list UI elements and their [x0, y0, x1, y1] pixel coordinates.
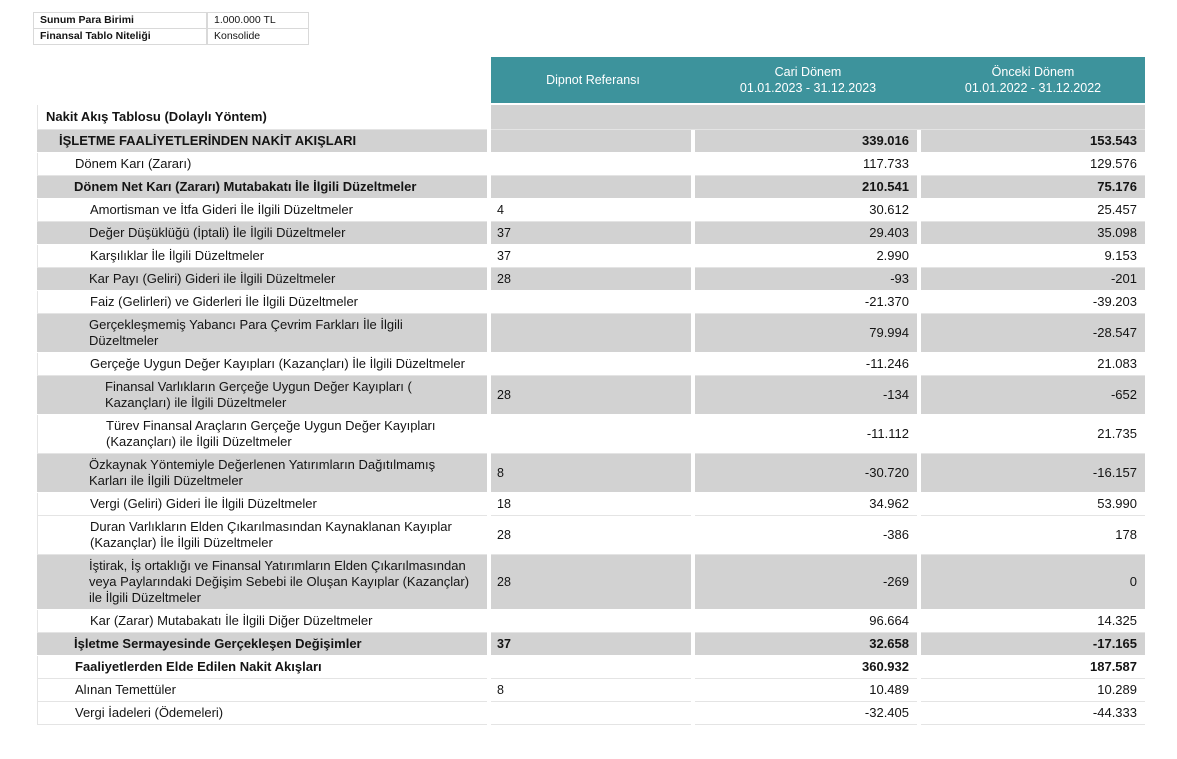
- row-label: [37, 199, 487, 221]
- onceki-value-cell: [921, 199, 1145, 221]
- table-row: [37, 245, 1145, 267]
- onceki-value-cell-text: 9.153: [1104, 248, 1137, 263]
- info-row-statement-type: [33, 29, 309, 45]
- row-label: [37, 702, 487, 724]
- header-onceki-period: 01.01.2022 - 31.12.2022: [964, 81, 1102, 95]
- row-label: [37, 291, 487, 313]
- dipnot-cell: [491, 222, 691, 244]
- cari-value-cell-text: -269: [882, 574, 909, 589]
- onceki-value-cell: [921, 245, 1145, 267]
- onceki-value-cell-text: -652: [1110, 387, 1137, 402]
- dipnot-cell-text: 37: [497, 249, 511, 263]
- onceki-value-cell-text: -17.165: [1092, 636, 1137, 651]
- table-header: [37, 57, 1145, 103]
- onceki-value-cell: [921, 702, 1145, 724]
- cari-value-cell: [695, 199, 917, 221]
- dipnot-cell: [491, 268, 691, 290]
- row-label-text: Vergi İadeleri (Ödemeleri): [75, 705, 224, 720]
- onceki-value-cell: [921, 176, 1145, 198]
- row-label-text: Amortisman ve İtfa Gideri İle İlgili Düzeltmeler: [90, 202, 353, 217]
- cari-value-cell: [695, 176, 917, 198]
- table-row: [37, 314, 1145, 352]
- onceki-value-cell: [921, 153, 1145, 175]
- onceki-value-cell: [921, 376, 1145, 414]
- dipnot-cell-text: 37: [497, 226, 511, 240]
- header-dipnot-label: Dipnot Referansı: [546, 73, 640, 87]
- row-label-text: Duran Varlıkların Elden Çıkarılmasından Kaynaklanan Kayıplar (Kazançlar) İle İlgili Düzeltmeler: [90, 519, 452, 550]
- row-label-text: Özkaynak Yöntemiyle Değerlenen Yatırımların Dağıtılmamış Karları ile İlgili Düzeltmeler: [89, 457, 436, 488]
- header-dipnot-referansi: [491, 57, 695, 103]
- row-label-text: Faaliyetlerden Elde Edilen Nakit Akışları: [75, 659, 322, 674]
- cari-value-cell-text: -21.370: [864, 294, 909, 309]
- cari-value-cell: [695, 516, 917, 554]
- row-label: [37, 610, 487, 632]
- table-row: [37, 633, 1145, 655]
- onceki-value-cell-text: -16.157: [1092, 465, 1137, 480]
- table-row: [37, 610, 1145, 632]
- onceki-value-cell: [921, 353, 1145, 375]
- row-label-text: Dönem Karı (Zararı): [75, 156, 192, 171]
- row-label: [37, 633, 487, 655]
- currency-label: Sunum Para Birimi: [33, 12, 207, 29]
- onceki-value-cell-text: -28.547: [1092, 325, 1137, 340]
- table-row: [37, 516, 1145, 554]
- header-cari-period: 01.01.2023 - 31.12.2023: [739, 81, 877, 95]
- cari-value-cell: [695, 702, 917, 724]
- cari-value-cell-text: -93: [890, 271, 909, 286]
- cari-value-cell: [695, 245, 917, 267]
- dipnot-cell-text: 8: [497, 466, 504, 480]
- onceki-value-cell-text: 153.543: [1090, 133, 1137, 148]
- row-label: [37, 245, 487, 267]
- dipnot-cell: [491, 376, 691, 414]
- onceki-value-cell: [921, 222, 1145, 244]
- table-row: [37, 454, 1145, 492]
- cari-value-cell: [695, 376, 917, 414]
- statement-type-value: Konsolide: [207, 28, 309, 45]
- statement-type-label: Finansal Tablo Niteliği: [33, 28, 207, 45]
- dipnot-cell: [491, 516, 691, 554]
- dipnot-cell: [491, 130, 691, 152]
- onceki-value-cell-text: 178: [1115, 527, 1137, 542]
- row-label: [37, 493, 487, 515]
- cari-value-cell: [695, 610, 917, 632]
- onceki-value-cell: [921, 454, 1145, 492]
- onceki-value-cell-text: 75.176: [1097, 179, 1137, 194]
- row-label-text: Faiz (Gelirleri) ve Giderleri İle İlgili Düzeltmeler: [90, 294, 359, 309]
- header-cari-donem: [695, 57, 921, 103]
- row-label: [37, 555, 487, 609]
- cari-value-cell: [695, 493, 917, 515]
- onceki-value-cell: [921, 415, 1145, 453]
- table-row: [37, 702, 1145, 724]
- dipnot-cell-text: 28: [497, 528, 511, 542]
- onceki-value-cell-text: 14.325: [1097, 613, 1137, 628]
- cari-value-cell: [695, 656, 917, 678]
- onceki-value-cell: [921, 291, 1145, 313]
- dipnot-cell: [491, 314, 691, 352]
- table-row: [37, 176, 1145, 198]
- cari-value-cell-text: -11.246: [865, 356, 909, 371]
- table-row: [37, 415, 1145, 453]
- table-row: [37, 268, 1145, 290]
- row-label: [37, 153, 487, 175]
- onceki-value-cell-text: 53.990: [1097, 496, 1137, 511]
- header-onceki-donem: [921, 57, 1145, 103]
- row-label-text: Alınan Temettüler: [75, 682, 176, 697]
- onceki-value-cell: [921, 555, 1145, 609]
- header-cari-title: Cari Dönem: [774, 65, 842, 79]
- row-label-text: Gerçeğe Uygun Değer Kayıpları (Kazançları) İle İlgili Düzeltmeler: [90, 356, 465, 371]
- table-row: [37, 353, 1145, 375]
- cari-value-cell-text: 96.664: [869, 613, 909, 628]
- cari-value-cell-text: -32.405: [864, 705, 909, 720]
- table-row: [37, 222, 1145, 244]
- cari-value-cell-text: 79.994: [869, 325, 909, 340]
- dipnot-cell: [491, 679, 691, 701]
- dipnot-cell: [491, 493, 691, 515]
- currency-value: 1.000.000 TL: [207, 12, 309, 29]
- row-label: [37, 222, 487, 244]
- row-label: [37, 376, 487, 414]
- cari-value-cell-text: 360.932: [862, 659, 909, 674]
- table-body: [37, 105, 1145, 724]
- onceki-value-cell: [921, 656, 1145, 678]
- onceki-value-cell: [921, 130, 1145, 152]
- cari-value-cell: [695, 555, 917, 609]
- onceki-value-cell-text: -44.333: [1092, 705, 1137, 720]
- row-label: [37, 656, 487, 678]
- row-label-text: Finansal Varlıkların Gerçeğe Uygun Değer Kayıpları ( Kazançları) ile İlgili Düzeltmeler: [105, 379, 412, 410]
- dipnot-cell: [491, 245, 691, 267]
- cari-value-cell-text: 32.658: [869, 636, 909, 651]
- row-label: [37, 679, 487, 701]
- onceki-value-cell: [921, 516, 1145, 554]
- row-label-text: İştirak, İş ortaklığı ve Finansal Yatırımların Elden Çıkarılmasından veya Paylarındaki Değişim Sebebi ile Oluşan Kayıplar (Kazançlar) ile İlgili Düzeltmeler: [89, 558, 470, 605]
- dipnot-cell-text: 28: [497, 272, 511, 286]
- onceki-value-cell: [921, 314, 1145, 352]
- row-label: [37, 516, 487, 554]
- dipnot-cell: [491, 702, 691, 724]
- dipnot-cell: [491, 199, 691, 221]
- row-label-text: Dönem Net Karı (Zararı) Mutabakatı İle İlgili Düzeltmeler: [74, 179, 417, 194]
- onceki-value-cell-text: 0: [1129, 574, 1137, 589]
- onceki-value-cell-text: 25.457: [1097, 202, 1137, 217]
- row-label: [37, 268, 487, 290]
- cash-flow-table: [37, 57, 1145, 724]
- cari-value-cell: [695, 153, 917, 175]
- row-label-text: İşletme Sermayesinde Gerçekleşen Değişimler: [74, 636, 362, 651]
- dipnot-cell: [491, 415, 691, 453]
- dipnot-cell-text: 4: [497, 203, 504, 217]
- cari-value-cell: [695, 314, 917, 352]
- cari-value-cell-text: 34.962: [869, 496, 909, 511]
- dipnot-cell-text: 28: [497, 388, 511, 402]
- table-row: [37, 130, 1145, 152]
- header-band: [491, 57, 1145, 103]
- table-row: [37, 105, 1145, 129]
- cari-value-cell-text: -386: [882, 527, 909, 542]
- header-onceki-title: Önceki Dönem: [991, 65, 1075, 79]
- row-label-text: Kar Payı (Geliri) Gideri ile İlgili Düzeltmeler: [89, 271, 336, 286]
- row-label: [37, 314, 487, 352]
- cari-value-cell-text: -134: [882, 387, 909, 402]
- onceki-value-cell-text: 129.576: [1090, 156, 1137, 171]
- row-label-text: Karşılıklar İle İlgili Düzeltmeler: [90, 248, 265, 263]
- table-row: [37, 199, 1145, 221]
- cari-value-cell: [695, 268, 917, 290]
- cari-value-cell: [695, 679, 917, 701]
- dipnot-cell-text: 18: [497, 497, 511, 511]
- cari-value-cell-text: 210.541: [862, 179, 909, 194]
- cari-value-cell-text: 10.489: [869, 682, 909, 697]
- table-row: [37, 376, 1145, 414]
- onceki-value-cell-text: 10.289: [1097, 682, 1137, 697]
- cari-value-cell: [695, 353, 917, 375]
- row-label-text: İŞLETME FAALİYETLERİNDEN NAKİT AKIŞLARI: [59, 133, 357, 148]
- dipnot-cell-text: 37: [497, 637, 511, 651]
- row-label: [37, 176, 487, 198]
- cari-value-cell-text: 117.733: [862, 156, 909, 171]
- row-label-text: Değer Düşüklüğü (İptali) İle İlgili Düzeltmeler: [89, 225, 346, 240]
- onceki-value-cell: [921, 679, 1145, 701]
- dipnot-cell: [491, 610, 691, 632]
- row-label-text: Nakit Akış Tablosu (Dolaylı Yöntem): [46, 109, 267, 124]
- dipnot-cell: [491, 153, 691, 175]
- row-label-text: Gerçekleşmemiş Yabancı Para Çevrim Farkları İle İlgili Düzeltmeler: [89, 317, 403, 348]
- dipnot-cell: [491, 454, 691, 492]
- cari-value-cell: [695, 222, 917, 244]
- row-label-text: Türev Finansal Araçların Gerçeğe Uygun Değer Kayıpları (Kazançları) ile İlgili Düzeltmeler: [106, 418, 436, 449]
- row-label-text: Kar (Zarar) Mutabakatı İle İlgili Diğer Düzeltmeler: [90, 613, 373, 628]
- dipnot-cell: [491, 656, 691, 678]
- table-row: [37, 656, 1145, 678]
- header-spacer: [37, 57, 487, 103]
- onceki-value-cell-text: 21.735: [1097, 426, 1137, 441]
- onceki-value-cell-text: 35.098: [1097, 225, 1137, 240]
- table-row: [37, 555, 1145, 609]
- cari-value-cell-text: 2.990: [876, 248, 909, 263]
- cari-value-cell: [695, 291, 917, 313]
- row-label: [37, 353, 487, 375]
- onceki-value-cell: [921, 268, 1145, 290]
- dipnot-cell: [491, 176, 691, 198]
- dipnot-cell: [491, 291, 691, 313]
- onceki-value-cell-text: -201: [1110, 271, 1137, 286]
- cari-value-cell: [695, 130, 917, 152]
- onceki-value-cell: [921, 610, 1145, 632]
- row-label: [37, 415, 487, 453]
- dipnot-cell: [491, 555, 691, 609]
- info-row-currency: [33, 12, 309, 29]
- cari-value-cell-text: 29.403: [869, 225, 909, 240]
- cari-value-cell-text: -30.720: [864, 465, 909, 480]
- table-row: [37, 493, 1145, 515]
- row-label: [37, 105, 487, 129]
- row-label: [37, 130, 487, 152]
- table-row: [37, 679, 1145, 701]
- row-label-text: Vergi (Geliri) Gideri İle İlgili Düzeltmeler: [90, 496, 317, 511]
- dipnot-cell-text: 28: [497, 575, 511, 589]
- onceki-value-cell: [921, 633, 1145, 655]
- onceki-value-cell-text: 187.587: [1090, 659, 1137, 674]
- row-label: [37, 454, 487, 492]
- cari-value-cell: [695, 633, 917, 655]
- cari-value-cell-text: 339.016: [862, 133, 909, 148]
- cari-value-cell-text: 30.612: [869, 202, 909, 217]
- cari-value-cell: [695, 415, 917, 453]
- dipnot-cell: [491, 633, 691, 655]
- cari-value-cell-text: -11.112: [866, 426, 909, 441]
- table-row: [37, 291, 1145, 313]
- dipnot-cell-text: 8: [497, 683, 504, 697]
- dipnot-cell: [491, 353, 691, 375]
- table-row: [37, 153, 1145, 175]
- onceki-value-cell: [921, 493, 1145, 515]
- onceki-value-cell-text: 21.083: [1097, 356, 1137, 371]
- row-merged-band: [491, 105, 1145, 129]
- cari-value-cell: [695, 454, 917, 492]
- presentation-info-box: [33, 12, 309, 45]
- onceki-value-cell-text: -39.203: [1092, 294, 1137, 309]
